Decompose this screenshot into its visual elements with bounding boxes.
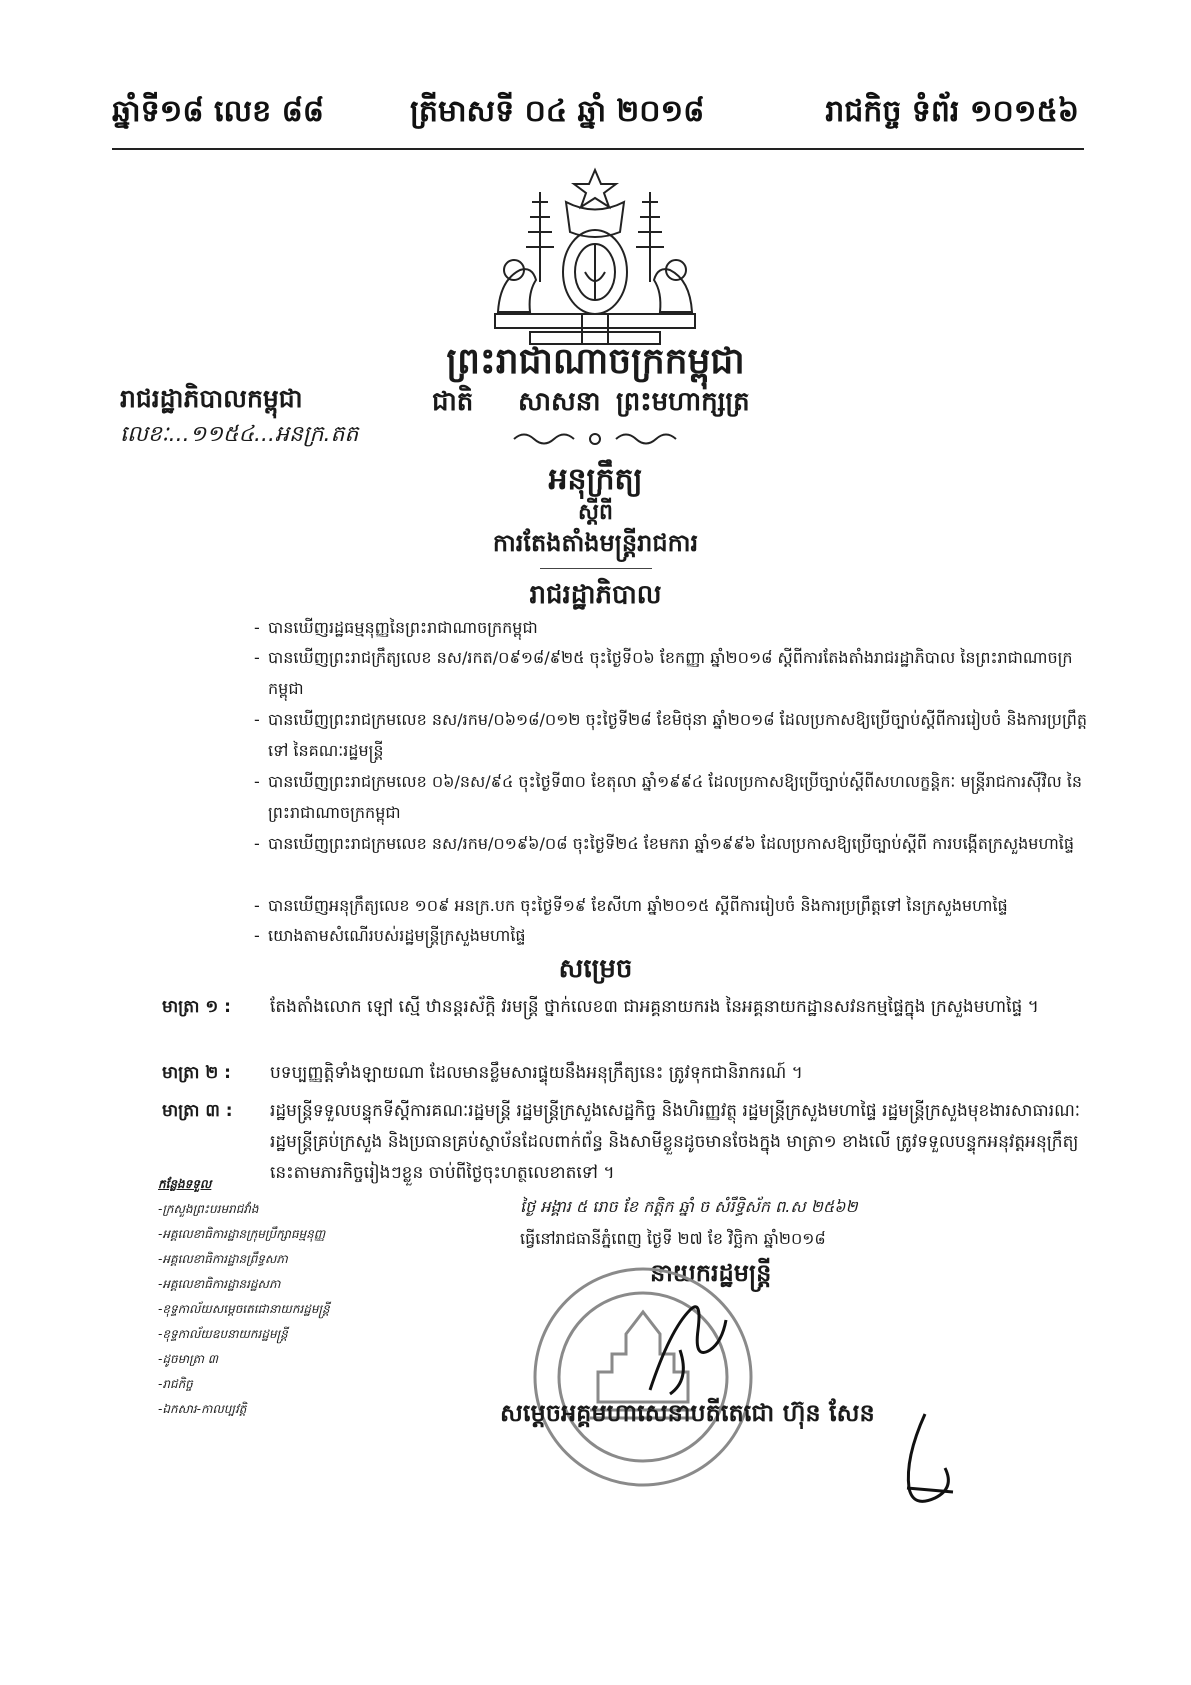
article-label: មាត្រា ៣ : xyxy=(162,1101,233,1121)
recital-item: - បានឃើញអនុក្រឹត្យលេខ ១០៩ អនក្រ.បក ចុះថ្ងៃទី១៩ ខែសីហា ឆ្នាំ២០១៥ ស្តីពីការរៀបចំ និងការប្រព្រឹត្តទៅ នៃក្រសួងមហាផ្ទៃ xyxy=(254,896,1008,915)
recital-item: - បានឃើញរដ្ឋធម្មនុញ្ញនៃព្រះរាជាណាចក្រកម្ពុជា xyxy=(254,618,538,637)
article-text: បទប្បញ្ញត្តិទាំងឡាយណា ដែលមានខ្លឹមសារផ្ទុយនឹងអនុក្រឹត្យនេះ ត្រូវទុកជានិរាករណ៍ ។ xyxy=(270,1063,803,1083)
cc-item: -ខុទ្ទកាល័យឧបនាយករដ្ឋមន្ត្រី xyxy=(158,1327,288,1341)
motto-king: ព្រះមហាក្សត្រ xyxy=(616,387,750,417)
article-3 xyxy=(162,1096,1092,1192)
header-year-issue: ឆ្នាំទី១៨ លេខ ៨៨ xyxy=(112,94,325,129)
recital-item: - បានឃើញព្រះរាជក្រមលេខ ០៦/នស/៩៤ ចុះថ្ងៃទី៣០ ខែតុលា ឆ្នាំ១៩៩៤ ដែលប្រកាសឱ្យប្រើច្បាប់ស្តីពីសហលក្ខន្តិកៈ មន្ត្រីរាជការស៊ីវិល នៃព្រះរាជាណាចក្រកម្ពុជា xyxy=(254,772,1083,822)
header-gazette-page: រាជកិច្ច ទំព័រ ១០១៥៦ xyxy=(825,94,1079,129)
cc-item: -ខុទ្ទកាល័យសម្តេចតេជោនាយករដ្ឋមន្ត្រី xyxy=(158,1302,330,1316)
document-type: អនុក្រឹត្យ xyxy=(548,462,643,497)
cc-item: -អគ្គលេខាធិការដ្ឋានព្រឹទ្ធសភា xyxy=(158,1252,288,1266)
cc-item: -ដូចមាត្រា ៣ xyxy=(158,1352,219,1366)
royal-coat-of-arms-icon xyxy=(470,162,720,352)
motto-religion: សាសនា xyxy=(518,387,601,417)
handwritten-signature-icon xyxy=(640,1290,730,1400)
signatory-name: សម្តេចអគ្គមហាសេនាបតីតេជោ ហ៊ុន សែន xyxy=(500,1399,875,1427)
document-subject: ការតែងតាំងមន្ត្រីរាជការ xyxy=(492,529,699,557)
cc-item: -ឯកសារ-កាលប្បវត្តិ xyxy=(158,1402,247,1416)
article-1 xyxy=(162,992,1092,1054)
article-label: មាត្រា ២ : xyxy=(162,1063,231,1083)
recital-item: - យោងតាមសំណើរបស់រដ្ឋមន្ត្រីក្រសួងមហាផ្ទៃ xyxy=(254,926,526,945)
title-underline xyxy=(540,568,652,569)
body-heading: រាជរដ្ឋាភិបាល xyxy=(529,580,662,610)
cc-heading: កន្លែងទទួល xyxy=(158,1177,212,1191)
article-text: តែងតាំងលោក ឡៅ ស្មើ ឋានន្តរស័ក្តិ វរមន្ត្រី ថ្នាក់លេខ៣ ជាអគ្គនាយករង នៃអគ្គនាយកដ្ឋានសវនកម្មផ្ទៃក្នុង ក្រសួងមហាផ្ទៃ ។ xyxy=(270,997,1039,1017)
decision-heading: សម្រេច xyxy=(558,954,633,984)
solar-date-place: ធ្វើនៅរាជធានីភ្នំពេញ ថ្ងៃទី ២៧ ខែ វិច្ឆិកា ឆ្នាំ២០១៨ xyxy=(520,1229,826,1248)
signatory-title: នាយករដ្ឋមន្ត្រី xyxy=(650,1259,772,1287)
document-number: លេខៈ...១១៥៤...អនក្រ.តត xyxy=(120,422,359,447)
article-2 xyxy=(162,1058,1092,1089)
document-about: ស្តីពី xyxy=(578,500,613,525)
recital-item: - បានឃើញព្រះរាជក្រឹត្យលេខ នស/រកត/០៩១៨/៩២៥ ចុះថ្ងៃទី០៦ ខែកញ្ញា ឆ្នាំ២០១៨ ស្តីពីការតែងតាំងរាជរដ្ឋាភិបាល នៃព្រះរាជាណាចក្រកម្ពុជា xyxy=(254,648,1073,698)
issuer-name: រាជរដ្ឋាភិបាលកម្ពុជា xyxy=(120,384,303,413)
cc-item: -ក្រសួងព្រះបរមរាជវាំង xyxy=(158,1202,259,1216)
cc-item: -អគ្គលេខាធិការដ្ឋានក្រុមប្រឹក្សាធម្មនុញ្ញ xyxy=(158,1227,326,1241)
header-quarter: ត្រីមាសទី ០៤ ឆ្នាំ ២០១៨ xyxy=(410,94,705,129)
decorative-flourish-icon xyxy=(510,428,680,450)
kingdom-name: ព្រះរាជាណាចក្រកម្ពុជា xyxy=(446,341,745,382)
cc-item: -រាជកិច្ច xyxy=(158,1377,193,1391)
recital-item: - បានឃើញព្រះរាជក្រមលេខ នស/រកម/០១៩៦/០៨ ចុះថ្ងៃទី២៤ ខែមករា ឆ្នាំ១៩៩៦ ដែលប្រកាសឱ្យប្រើច្បាប់ស្តីពី ការបង្កើតក្រសួងមហាផ្ទៃ xyxy=(254,834,1074,853)
article-text: រដ្ឋមន្ត្រីទទួលបន្ទុកទីស្តីការគណៈរដ្ឋមន្ត្រី រដ្ឋមន្ត្រីក្រសួងសេដ្ឋកិច្ច និងហិរញ្ញវត្ថុ រដ្ឋមន្ត្រីក្រសួងមហាផ្ទៃ រដ្ឋមន្ត្រីក្រសួងមុខងារសាធារណៈ រដ្ឋមន្ត្រីគ្រប់ក្រសួង និងប្រធានគ្រប់ស្ថាប័នដែលពាក់ព័ន្ធ និងសាមីខ្លួនដូចមានចែងក្នុង មាត្រា១ ខាងលើ ត្រូវទទួលបន្ទុកអនុវត្តអនុក្រឹត្យនេះតាមភារកិច្ចរៀងៗខ្លួន ចាប់ពីថ្ងៃចុះហត្ថលេខាតទៅ ។ xyxy=(270,1101,1081,1183)
handwritten-signature-icon xyxy=(895,1408,965,1518)
header-rule xyxy=(112,148,1084,150)
recital-item: - បានឃើញព្រះរាជក្រមលេខ នស/រកម/០៦១៨/០១២ ចុះថ្ងៃទី២៨ ខែមិថុនា ឆ្នាំ២០១៨ ដែលប្រកាសឱ្យប្រើច្បាប់ស្តីពីការរៀបចំ និងការប្រព្រឹត្តទៅ នៃគណៈរដ្ឋមន្ត្រី xyxy=(254,710,1088,760)
article-label: មាត្រា ១ : xyxy=(162,997,231,1017)
motto-nation: ជាតិ xyxy=(432,387,474,417)
cc-item: -អគ្គលេខាធិការដ្ឋានរដ្ឋសភា xyxy=(158,1277,281,1291)
lunar-date: ថ្ងៃ អង្គារ ៥ រោច ខែ កត្តិក ឆ្នាំ ច សំរឹទ្ធិស័ក ព.ស ២៥៦២ xyxy=(520,1197,858,1216)
